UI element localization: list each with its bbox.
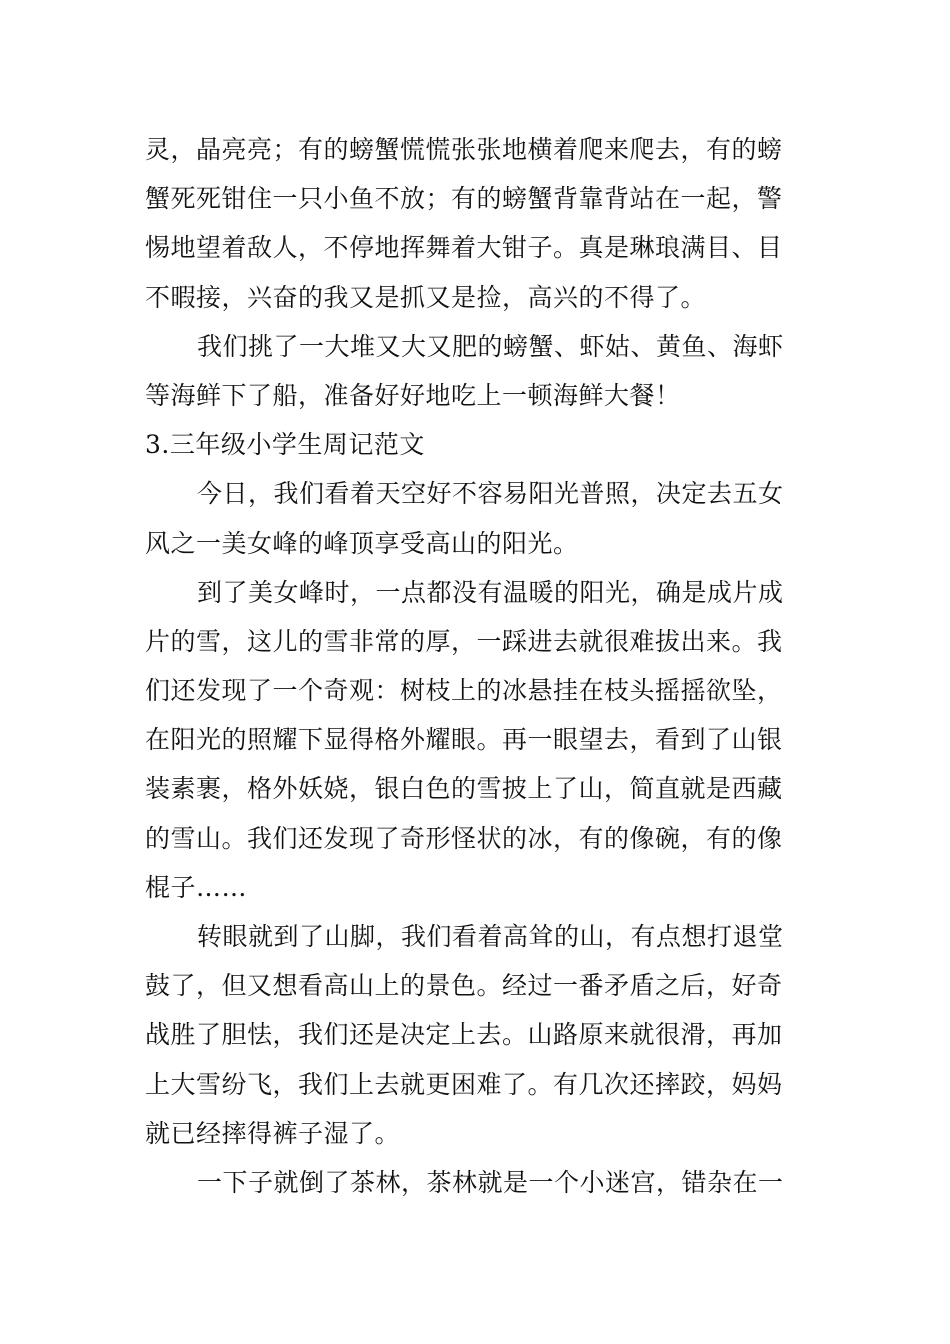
text-line: 风之一美女峰的峰顶享受高山的阳光。 bbox=[145, 528, 579, 558]
paragraph-first-line: 到了美女峰时，一点都没有温暖的阳光，确是成片成 bbox=[197, 577, 784, 607]
paragraph-first-line: 一下子就倒了茶林，茶林就是一个小迷宫，错杂在一 bbox=[197, 1167, 784, 1197]
text-line: 鼓了，但又想看高山上的景色。经过一番矛盾之后，好奇 bbox=[145, 971, 783, 1001]
text-line: 就已经摔得裤子湿了。 bbox=[145, 1118, 401, 1148]
text-line: 片的雪，这儿的雪非常的厚，一踩进去就很难拔出来。我 bbox=[145, 626, 783, 656]
section-heading: 3.三年级小学生周记范文 bbox=[145, 430, 425, 460]
text-line: 棍子…… bbox=[145, 872, 248, 902]
text-line: 在阳光的照耀下显得格外耀眼。再一眼望去，看到了山银 bbox=[145, 725, 783, 755]
text-line: 惕地望着敌人，不停地挥舞着大钳子。真是琳琅满目、目 bbox=[145, 233, 783, 263]
text-line: 等海鲜下了船，准备好好地吃上一顿海鲜大餐！ bbox=[145, 380, 681, 410]
paragraph-first-line: 今日，我们看着天空好不容易阳光普照，决定去五女 bbox=[197, 479, 784, 509]
text-line: 上大雪纷飞，我们上去就更困难了。有几次还摔跤，妈妈 bbox=[145, 1069, 783, 1099]
paragraph-first-line: 我们挑了一大堆又大又肥的螃蟹、虾姑、黄鱼、海虾 bbox=[197, 331, 784, 361]
text-line: 蟹死死钳住一只小鱼不放；有的螃蟹背靠背站在一起，警 bbox=[145, 184, 783, 214]
text-line: 们还发现了一个奇观：树枝上的冰悬挂在枝头摇摇欲坠， bbox=[145, 676, 783, 706]
text-line: 的雪山。我们还发现了奇形怪状的冰，有的像碗，有的像 bbox=[145, 823, 783, 853]
paragraph-first-line: 转眼就到了山脚，我们看着高耸的山，有点想打退堂 bbox=[197, 922, 784, 951]
document-body bbox=[145, 125, 810, 1207]
text-line: 装素裹，格外妖娆，银白色的雪披上了山，简直就是西藏 bbox=[145, 774, 783, 804]
text-line: 战胜了胆怯，我们还是决定上去。山路原来就很滑，再加 bbox=[145, 1020, 783, 1050]
text-line: 灵，晶亮亮；有的螃蟹慌慌张张地横着爬来爬去，有的螃 bbox=[145, 135, 783, 164]
text-line: 不暇接，兴奋的我又是抓又是捡，高兴的不得了。 bbox=[145, 282, 707, 312]
